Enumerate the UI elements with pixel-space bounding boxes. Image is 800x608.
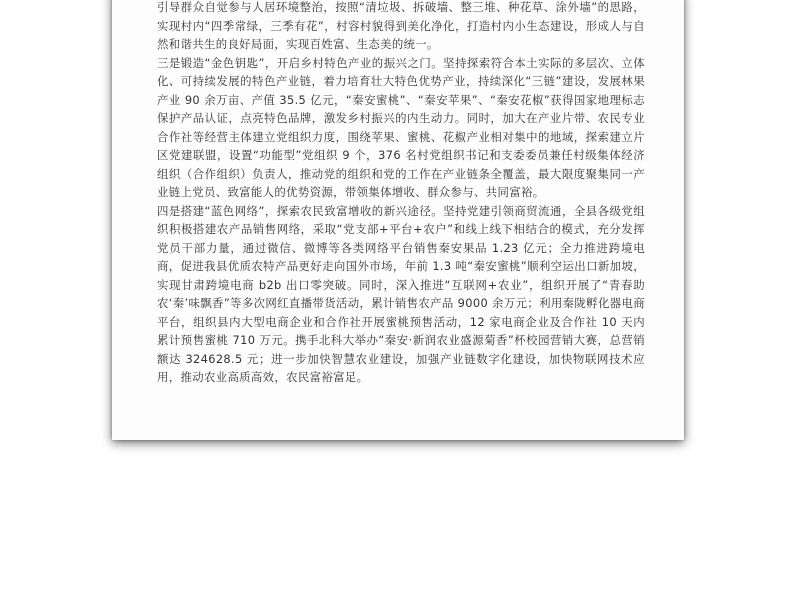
document-body (157, 0, 645, 387)
paragraph-golden-key: 三是锻造“金色钥匙”，开启乡村特色产业的振兴之门。坚持探索符合本土实际的多层次、立体化、可持续发展的特色产业链，着力培育壮大特色优势产业，持续深化“三链”建设，发展林果产业 90 余万亩、产值 35.5 亿元，“秦安蜜桃”、“秦安苹果”、“秦安花椒”获得国家地理标志保护产品认证，点亮特色品牌，激发乡村振兴的内生动力。同时，加大在产业片带、农民专业合作社等经营主体建立党组织力度，围绕苹果、蜜桃、花椒产业相对集中的地域，探索建立片区党建联盟，设置“功能型”党组织 9 个，376 名村党组织书记和支委委员兼任村级集体经济组织（合作组织）负责人，推动党的组织和党的工作在产业链条全覆盖，最大限度聚集同一产业链上党员、致富能人的优势资源，带领集体增收、群众参与、共同富裕。 (157, 55, 645, 199)
paragraph-blue-network: 四是搭建“蓝色网络”，探索农民致富增收的新兴途径。坚持党建引领商贸流通，全县各级党组织积极搭建农产品销售网络，采取“党支部+平台+农户”和线上线下相结合的模式，充分发挥党员干部力量，通过微信、微博等各类网络平台销售秦安果品 1.23 亿元；全力推进跨境电商，促进我县优质农特产品更好走向国外市场，年前 1.3 吨“秦安蜜桃”顺利空运出口新加坡，实现甘肃跨境电商 b2b 出口零突破。同时，深入推进“互联网+农业”，组织开展了“青春助农‘秦’味飘香”等多次网红直播带货活动，累计销售农产品 9000 余万元；利用秦陇孵化器电商平台，组织县内大型电商企业和合作社开展蜜桃预售活动，12 家电商企业及合作社 10 天内累计预售蜜桃 710 万元。携手北科大举办“秦安·新润农业盛源菊香”杯校园营销大赛，总营销额达 324628.5 元；进一步加快智慧农业建设，加强产业链数字化建设，加快物联网技术应用，推动农业高质高效，农民富裕富足。 (157, 203, 645, 384)
document-page (112, 0, 684, 440)
paragraph-environment: 引导群众自觉参与人居环境整治，按照“清垃圾、拆破墙、整三堆、种花草、涂外墙”的思路，实现村内“四季常绿，三季有花”，村容村貌得到美化净化，打造村内小生态建设，形成人与自然和谐共生的良好局面，实现百姓富、生态美的统一。 (157, 0, 645, 51)
